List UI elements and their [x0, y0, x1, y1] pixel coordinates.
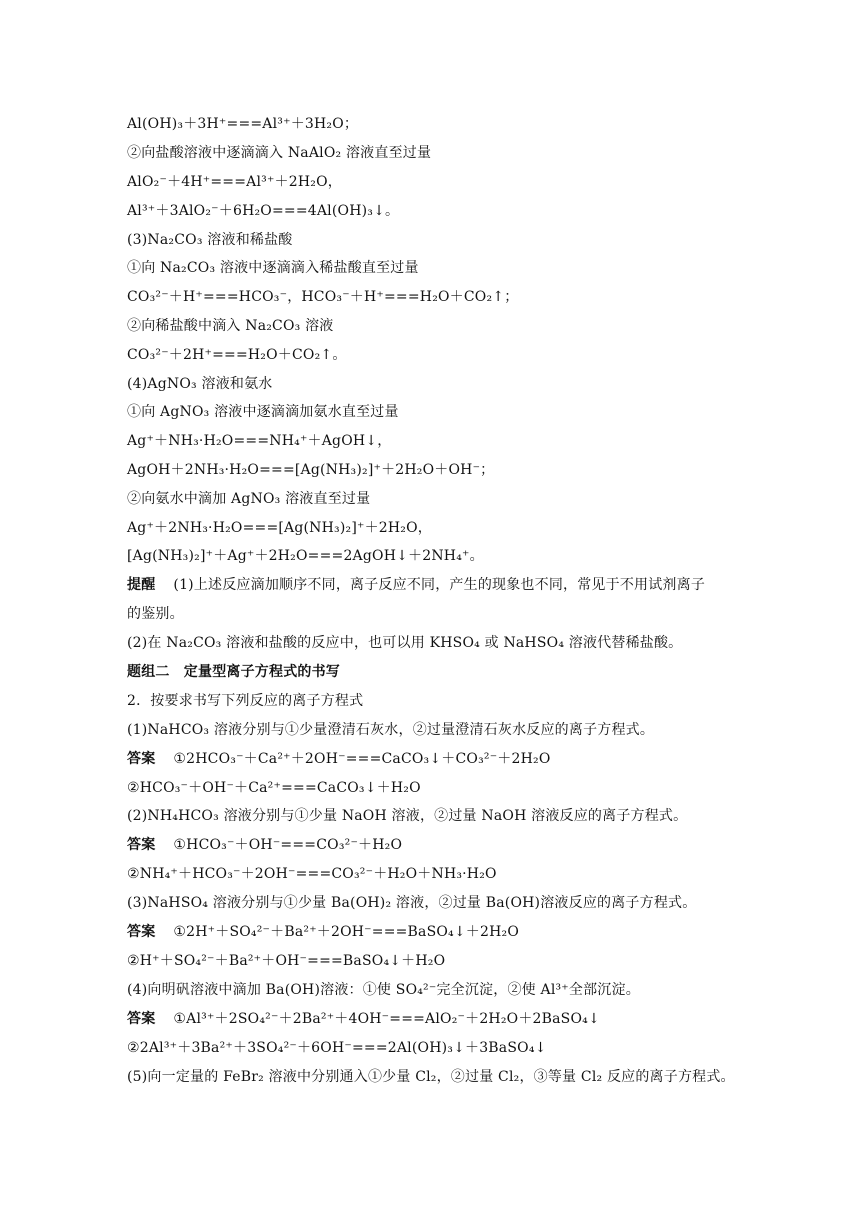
text-line: ①向 Na₂CO₃ 溶液中逐滴滴入稀盐酸直至过量 [127, 260, 419, 276]
question-item: (5)向一定量的 FeBr₂ 溶液中分别通入①少量 Cl₂，②过量 Cl₂，③等量 Cl₂ 反应的离子方程式。 [127, 1069, 735, 1085]
equation-line: Al³⁺＋3AlO₂⁻＋6H₂O===4Al(OH)₃↓。 [127, 203, 400, 219]
reminder-continuation: 的鉴别。 [127, 606, 184, 622]
question-item: (1)NaHCO₃ 溶液分别与①少量澄清石灰水，②过量澄清石灰水反应的离子方程式。 [127, 722, 655, 738]
answer-equation: ①HCO₃⁻＋OH⁻===CO₃²⁻＋H₂O [173, 837, 403, 853]
answer-equation: ②2Al³⁺＋3Ba²⁺＋3SO₄²⁻＋6OH⁻===2Al(OH)₃↓＋3BaSO₄↓ [127, 1040, 547, 1056]
answer-label: 答案 [127, 924, 156, 940]
subheading: (3)Na₂CO₃ 溶液和稀盐酸 [127, 232, 293, 248]
answer-equation: ②HCO₃⁻＋OH⁻＋Ca²⁺===CaCO₃↓＋H₂O [127, 780, 421, 796]
answer-label: 答案 [127, 1011, 156, 1027]
answer-label: 答案 [127, 751, 156, 767]
reminder-label: 提醒 [127, 577, 156, 593]
answer-line [127, 1009, 600, 1029]
equation-line: Ag⁺＋2NH₃·H₂O===[Ag(NH₃)₂]⁺＋2H₂O， [127, 520, 432, 536]
answer-line [127, 922, 519, 942]
answer-label: 答案 [127, 837, 156, 853]
answer-equation: ②H⁺＋SO₄²⁻＋Ba²⁺＋OH⁻===BaSO₄↓＋H₂O [127, 953, 446, 969]
question-item: (3)NaHSO₄ 溶液分别与①少量 Ba(OH)₂ 溶液，②过量 Ba(OH)溶液反应的离子方程式。 [127, 895, 697, 911]
text-line: ②向氨水中滴加 AgNO₃ 溶液直至过量 [127, 491, 371, 507]
equation-line: Ag⁺＋NH₃·H₂O===NH₄⁺＋AgOH↓， [127, 433, 392, 449]
answer-line [127, 835, 402, 855]
question-heading: 2．按要求书写下列反应的离子方程式 [127, 693, 364, 709]
equation-line: CO₃²⁻＋2H⁺===H₂O＋CO₂↑。 [127, 347, 347, 363]
equation-line: AgOH＋2NH₃·H₂O===[Ag(NH₃)₂]⁺＋2H₂O＋OH⁻； [127, 462, 495, 478]
section-title: 题组二 定量型离子方程式的书写 [127, 664, 340, 680]
answer-equation: ①2H⁺＋SO₄²⁻＋Ba²⁺＋2OH⁻===BaSO₄↓＋2H₂O [173, 924, 520, 940]
answer-equation: ①2HCO₃⁻＋Ca²⁺＋2OH⁻===CaCO₃↓＋CO₃²⁻＋2H₂O [173, 751, 551, 767]
text-line: ②向稀盐酸中滴入 Na₂CO₃ 溶液 [127, 318, 334, 334]
equation-line: [Ag(NH₃)₂]⁺＋Ag⁺＋2H₂O===2AgOH↓＋2NH₄⁺。 [127, 548, 484, 564]
text-line: ②向盐酸溶液中逐滴滴入 NaAlO₂ 溶液直至过量 [127, 145, 432, 161]
equation-line: AlO₂⁻＋4H⁺===Al³⁺＋2H₂O， [127, 174, 342, 190]
reminder-line [127, 575, 705, 595]
question-item: (4)向明矾溶液中滴加 Ba(OH)溶液：①使 SO₄²⁻完全沉淀，②使 Al³⁺全部沉淀。 [127, 982, 640, 998]
question-item: (2)NH₄HCO₃ 溶液分别与①少量 NaOH 溶液，②过量 NaOH 溶液反应的离子方程式。 [127, 808, 688, 824]
answer-equation: ①Al³⁺＋2SO₄²⁻＋2Ba²⁺＋4OH⁻===AlO₂⁻＋2H₂O＋2BaSO₄↓ [173, 1011, 600, 1027]
reminder-text: (1)上述反应滴加顺序不同，离子反应不同，产生的现象也不同，常见于不用试剂离子 [173, 577, 706, 593]
equation-line: Al(OH)₃＋3H⁺===Al³⁺＋3H₂O； [127, 116, 359, 132]
subheading: (4)AgNO₃ 溶液和氨水 [127, 376, 273, 392]
text-line: ①向 AgNO₃ 溶液中逐滴滴加氨水直至过量 [127, 404, 399, 420]
answer-line [127, 749, 551, 769]
answer-equation: ②NH₄⁺＋HCO₃⁻＋2OH⁻===CO₃²⁻＋H₂O＋NH₃·H₂O [127, 866, 497, 882]
reminder-text-2: (2)在 Na₂CO₃ 溶液和盐酸的反应中，也可以用 KHSO₄ 或 NaHSO₄ 溶液代替稀盐酸。 [127, 635, 683, 651]
equation-line: CO₃²⁻＋H⁺===HCO₃⁻，HCO₃⁻＋H⁺===H₂O＋CO₂↑； [127, 289, 519, 305]
